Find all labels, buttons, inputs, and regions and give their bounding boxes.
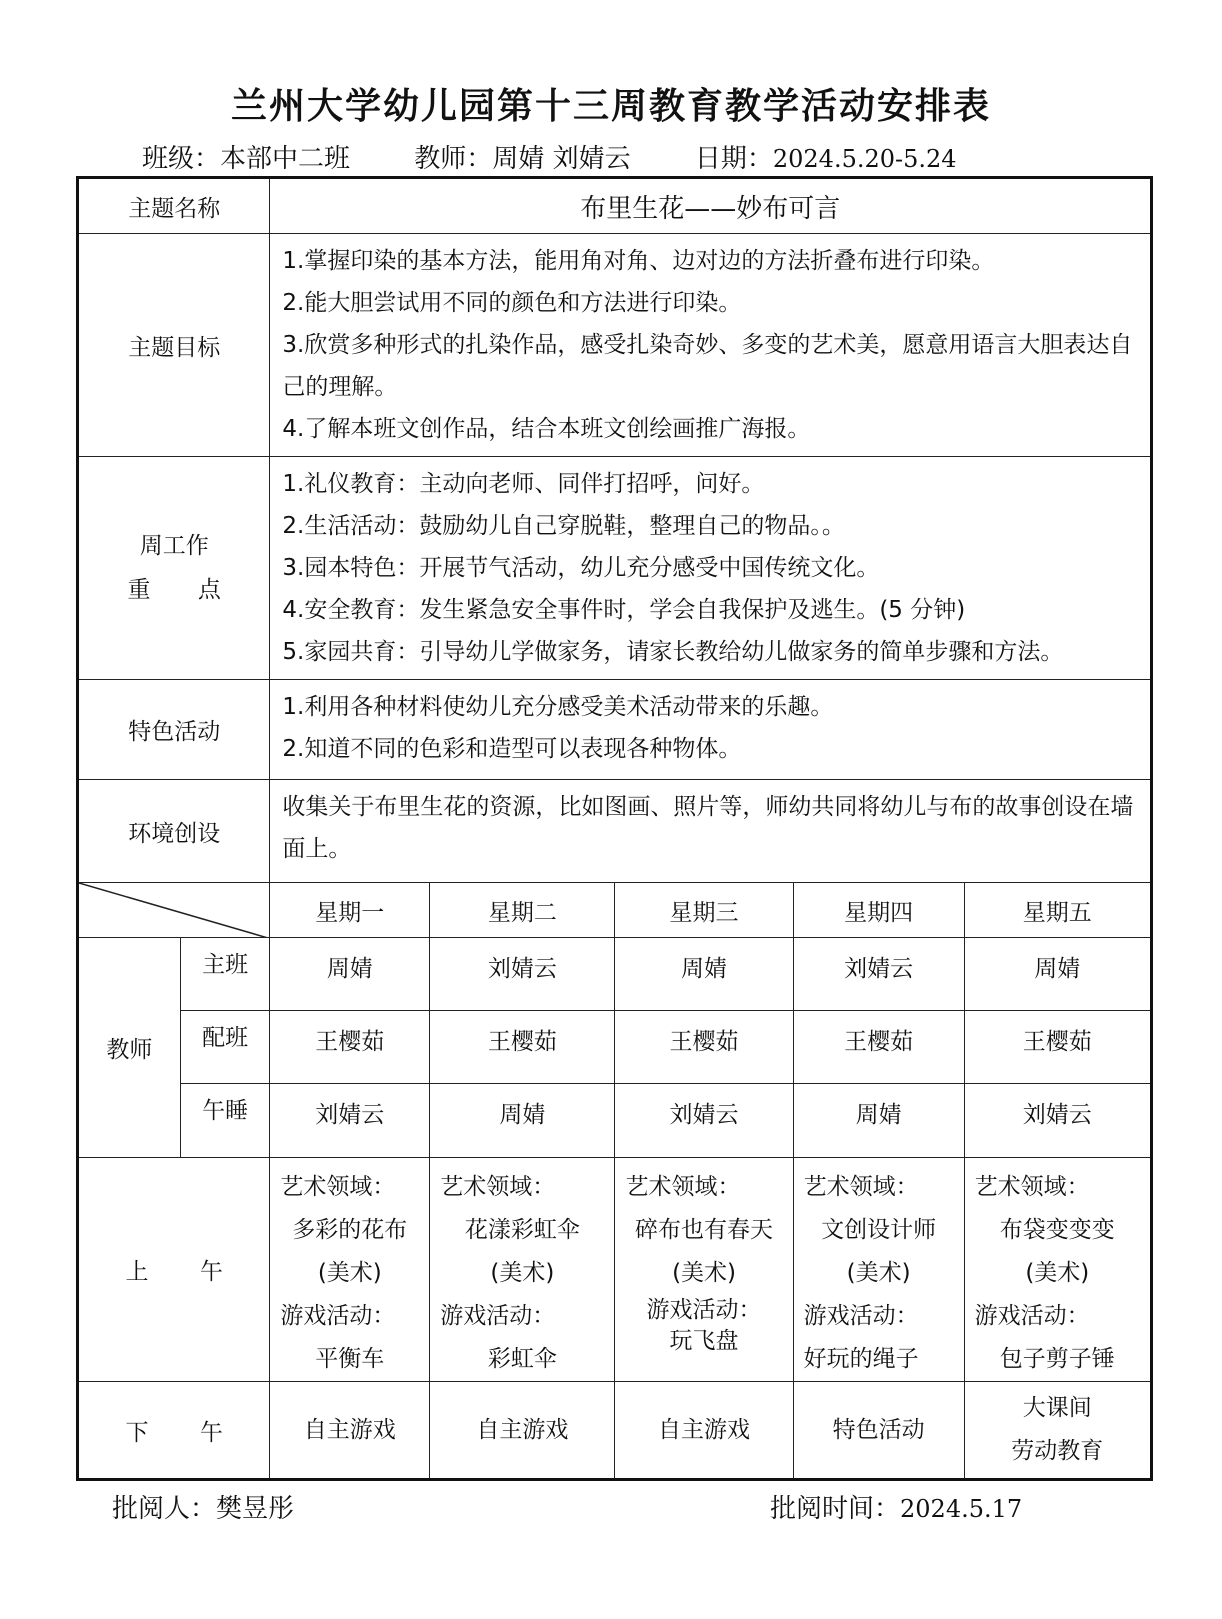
teacher-cell: 周婧: [615, 938, 793, 1011]
teacher-cell: 刘婧云: [430, 938, 615, 1011]
morning-type: (美术): [1025, 1260, 1090, 1286]
day-thursday: 星期四: [793, 883, 964, 938]
morning-cell: [615, 1158, 793, 1382]
morning-label-text: 上 午: [125, 1259, 245, 1285]
role-main: 主班: [180, 938, 270, 1011]
diagonal-corner-cell: [78, 883, 270, 938]
focus-item: 5.家园共育：引导幼儿学做家务，请家长教给幼儿做家务的简单步骤和方法。: [282, 639, 1064, 665]
day-tuesday: 星期二: [430, 883, 615, 938]
afternoon-cell-friday: [964, 1382, 1151, 1480]
schedule-table: [76, 176, 1153, 1481]
afternoon-label: [78, 1382, 270, 1480]
morning-cell: [964, 1158, 1151, 1382]
reviewer-name: 樊昱彤: [216, 1494, 295, 1524]
morning-activity: 花漾彩虹伞: [464, 1217, 580, 1243]
reviewer: [112, 1488, 294, 1525]
date-label: 日期：: [694, 144, 773, 174]
theme-name-row: [78, 178, 1152, 234]
weekly-focus-row: [78, 457, 1152, 680]
special-activity-content: [270, 680, 1152, 780]
afternoon-label-text: 下 午: [125, 1419, 245, 1446]
environment-content: [270, 780, 1152, 883]
date-value: 2024.5.20-5.24: [772, 145, 957, 173]
days-header-row: [78, 883, 1152, 938]
theme-name-value: 布里生花——妙布可言: [270, 178, 1152, 234]
morning-game: 彩虹伞: [487, 1346, 557, 1372]
goal-item: 4.了解本班文创作品，结合本班文创绘画推广海报。: [282, 416, 811, 442]
teacher-cell: 周婧: [270, 938, 430, 1011]
review-time-label: 批阅时间：: [770, 1494, 901, 1524]
afternoon-cell: 自主游戏: [615, 1382, 793, 1480]
morning-type: (美术): [672, 1260, 737, 1286]
teacher-cell: 周婧: [430, 1084, 615, 1158]
morning-activity: 布袋变变变: [999, 1217, 1115, 1243]
morning-type: (美术): [317, 1260, 382, 1286]
teacher-cell: 王樱茹: [615, 1011, 793, 1084]
environment-label: 环境创设: [78, 780, 270, 883]
morning-game: 玩飞盘: [669, 1328, 739, 1354]
teacher-label: 教师：: [414, 144, 493, 174]
morning-domain: 艺术领域：: [974, 1174, 1090, 1200]
teacher-row-assist: [78, 1011, 1152, 1084]
morning-domain: 艺术领域：: [803, 1174, 919, 1200]
morning-activity: 多彩的花布: [292, 1217, 408, 1243]
morning-cell: [270, 1158, 430, 1382]
morning-game-label: 游戏活动：: [280, 1303, 396, 1329]
environment-text: 收集关于布里生花的资源，比如图画、照片等，师幼共同将幼儿与布的故事创设在墙面上。: [282, 794, 1134, 862]
afternoon-cell: 自主游戏: [270, 1382, 430, 1480]
morning-cell: [430, 1158, 615, 1382]
environment-row: [78, 780, 1152, 883]
weekly-focus-label-line2: 重 点: [127, 577, 241, 603]
teacher-cell: 周婧: [964, 938, 1151, 1011]
afternoon-cell: 特色活动: [793, 1382, 964, 1480]
focus-item: 1.礼仪教育：主动向老师、同伴打招呼，问好。: [282, 471, 765, 497]
morning-game-label: 游戏活动：: [974, 1303, 1090, 1329]
teacher-row-main: [78, 938, 1152, 1011]
teacher-cell: 周婧: [793, 1084, 964, 1158]
afternoon-friday-line2: 劳动教育: [1011, 1438, 1104, 1464]
role-assist: 配班: [180, 1011, 270, 1084]
morning-activity: 文创设计师: [821, 1217, 937, 1243]
afternoon-friday-line1: 大课间: [1022, 1395, 1092, 1421]
focus-item: 3.园本特色：开展节气活动，幼儿充分感受中国传统文化。: [282, 555, 880, 581]
special-item: 1.利用各种材料使幼儿充分感受美术活动带来的乐趣。: [282, 694, 834, 720]
teacher-cell: 王樱茹: [964, 1011, 1151, 1084]
morning-game: 包子剪子锤: [999, 1346, 1115, 1372]
morning-game: 好玩的绳子: [803, 1346, 919, 1372]
theme-goals-label: 主题目标: [78, 234, 270, 457]
weekly-focus-content: [270, 457, 1152, 680]
morning-cell: [793, 1158, 964, 1382]
day-wednesday: 星期三: [615, 883, 793, 938]
teacher-cell: 王樱茹: [430, 1011, 615, 1084]
diagonal-line: [79, 883, 268, 938]
morning-row: [78, 1158, 1152, 1382]
morning-game: 平衡车: [315, 1346, 385, 1372]
morning-game-label: 游戏活动：: [646, 1297, 762, 1323]
focus-item: 4.安全教育：发生紧急安全事件时，学会自我保护及逃生。(5 分钟): [282, 597, 966, 623]
day-monday: 星期一: [270, 883, 430, 938]
morning-domain: 艺术领域：: [280, 1174, 396, 1200]
theme-goals-content: [270, 234, 1152, 457]
morning-type: (美术): [490, 1260, 555, 1286]
teacher-value: 周婧 刘婧云: [492, 144, 631, 174]
teacher-cell: 王樱茹: [270, 1011, 430, 1084]
weekly-focus-label-line1: 周工作: [139, 533, 209, 559]
teacher-cell: 刘婧云: [964, 1084, 1151, 1158]
role-nap: 午睡: [180, 1084, 270, 1158]
teacher-row-nap: [78, 1084, 1152, 1158]
focus-item: 2.生活活动：鼓励幼儿自己穿脱鞋，整理自己的物品。。: [282, 513, 845, 539]
morning-activity: 碎布也有春天: [635, 1217, 774, 1243]
review-time-value: 2024.5.17: [900, 1495, 1023, 1523]
morning-domain: 艺术领域：: [625, 1174, 741, 1200]
morning-game-label: 游戏活动：: [440, 1303, 556, 1329]
theme-name-label: 主题名称: [78, 178, 270, 234]
teacher-cell: 刘婧云: [270, 1084, 430, 1158]
teacher-cell: 王樱茹: [793, 1011, 964, 1084]
special-activity-label: 特色活动: [78, 680, 270, 780]
goal-item: 1.掌握印染的基本方法，能用角对角、边对边的方法折叠布进行印染。: [282, 248, 995, 274]
special-activity-row: [78, 680, 1152, 780]
morning-type: (美术): [846, 1260, 911, 1286]
special-item: 2.知道不同的色彩和造型可以表现各种物体。: [282, 736, 742, 762]
goal-item: 2.能大胆尝试用不同的颜色和方法进行印染。: [282, 290, 742, 316]
class-label: 班级：: [142, 144, 221, 174]
goal-item: 3.欣赏多种形式的扎染作品，感受扎染奇妙、多变的艺术美，愿意用语言大胆表达自己的理解。: [282, 332, 1133, 400]
day-friday: 星期五: [964, 883, 1151, 938]
review-time: [770, 1488, 1022, 1525]
teacher-cell: 刘婧云: [615, 1084, 793, 1158]
class-value: 本部中二班: [220, 144, 351, 174]
reviewer-label: 批阅人：: [112, 1494, 217, 1524]
theme-goals-row: [78, 234, 1152, 457]
morning-domain: 艺术领域：: [440, 1174, 556, 1200]
teacher-cell: 刘婧云: [793, 938, 964, 1011]
afternoon-row: [78, 1382, 1152, 1480]
morning-game-label: 游戏活动：: [803, 1303, 919, 1329]
page-title: 兰州大学幼儿园第十三周教育教学活动安排表: [230, 86, 991, 127]
weekly-focus-label: [78, 457, 270, 680]
afternoon-cell: 自主游戏: [430, 1382, 615, 1480]
info-line: [142, 138, 957, 175]
morning-label: [78, 1158, 270, 1382]
teachers-label: 教师: [78, 938, 181, 1158]
